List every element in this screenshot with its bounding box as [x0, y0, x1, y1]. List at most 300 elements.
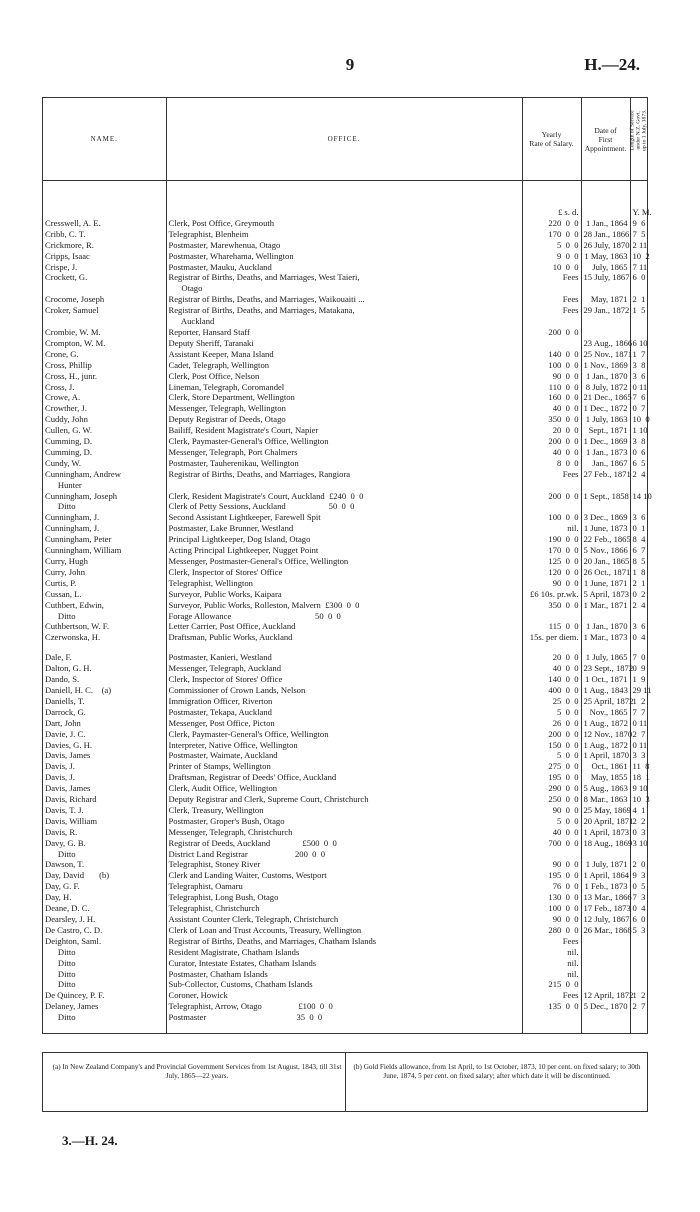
table-row [43, 272, 647, 283]
table-row [43, 729, 647, 740]
table-row [43, 501, 647, 512]
cell-length: 1 2 [632, 695, 646, 706]
cell-date: Sept., 1871 [581, 425, 630, 436]
cell-date: Jan., 1867 [581, 458, 630, 469]
cell-office: Messenger, Telegraph, Port Chalmers [166, 447, 522, 458]
table-row [43, 338, 647, 349]
footnote-b: (b) Gold Fields allowance, from 1st April, to 1st October, 1873, 10 per cent. on fixed salary; to 30th June, 1874, 5 per cent. on fixed salary; after which date it will be discontinued. [353, 1063, 641, 1080]
cell-office: Deputy Registrar of Deeds, Otago [166, 414, 522, 425]
cell-salary: 200 0 0 [522, 729, 581, 740]
cell-salary: Fees [522, 305, 581, 316]
cell-length: 0 3 [632, 826, 646, 837]
cell-office: Clerk, Paymaster-General's Office, Wellington [166, 436, 522, 447]
cell-date: 8 Mar., 1863 [581, 794, 630, 805]
cell-length: 0 11 [632, 717, 648, 728]
cell-office: Printer of Stamps, Wellington [166, 761, 522, 772]
cell-salary: 110 0 0 [522, 382, 581, 393]
cell-salary: 170 0 0 [522, 229, 581, 240]
units-row [43, 181, 647, 218]
cell-date: 1 Jan., 1870 [581, 371, 630, 382]
cell-salary: 40 0 0 [522, 447, 581, 458]
cell-date: May, 1871 [581, 294, 630, 305]
cell-date [581, 958, 630, 969]
footnote-a: (a) In New Zealand Company's and Provincial Government Services from 1st August, 1843, till 31st July, 1865—22 years. [52, 1063, 342, 1080]
table-row [43, 425, 647, 436]
cell-date: 1 May, 1863 [581, 251, 630, 262]
table-row [43, 1012, 647, 1023]
cell-length: 2 7 [632, 728, 646, 739]
cell-salary: 25 0 0 [522, 696, 581, 707]
table-row [43, 718, 647, 729]
cell-name: Cross, Phillip [43, 360, 166, 371]
table-row [43, 632, 647, 643]
cell-office: Messenger, Telegraph, Wellington [166, 403, 522, 414]
cell-office: Draftsman, Registrar of Deeds' Office, Auckland [166, 772, 522, 783]
cell-name: Davis, James [43, 750, 166, 761]
cell-office: Assistant Keeper, Mana Island [166, 349, 522, 360]
cell-office: Clerk, Paymaster-General's Office, Wellington [166, 729, 522, 740]
cell-date: 25 April, 1872 [581, 696, 630, 707]
cell-salary: 250 0 0 [522, 794, 581, 805]
cell-length: 8 4 [632, 534, 646, 545]
cell-salary: 20 0 0 [522, 425, 581, 436]
header-date: Date of First Appointment. [581, 98, 630, 181]
cell-salary: 15s. per diem. [522, 632, 581, 643]
cell-date: 20 Jan., 1865 [581, 556, 630, 567]
length-units: Y. M. [632, 207, 652, 217]
cell-salary: Fees [522, 936, 581, 947]
cell-date: 1 Dec., 1869 [581, 436, 630, 447]
table-row [43, 382, 647, 393]
cell-salary: 140 0 0 [522, 674, 581, 685]
cell-salary: 5 0 0 [522, 707, 581, 718]
cell-salary: 90 0 0 [522, 859, 581, 870]
cell-date: 1 Jan., 1873 [581, 447, 630, 458]
cell-date: 1 Jan., 1864 [581, 218, 630, 229]
cell-salary: 220 0 0 [522, 218, 581, 229]
cell-length: 9 3 [632, 870, 646, 881]
cell-salary [522, 283, 581, 294]
cell-name: Cresswell, A. E. [43, 218, 166, 229]
cell-length: 2 11 [632, 239, 648, 250]
cell-office: Postmaster, Groper's Bush, Otago [166, 816, 522, 827]
cell-length [630, 480, 647, 491]
cell-date: May, 1855 [581, 772, 630, 783]
cell-office: Letter Carrier, Post Office, Auckland [166, 621, 522, 632]
cell-name: Ditto [43, 611, 166, 622]
cell-length: 3 6 [632, 621, 646, 632]
cell-office: Clerk, Post Office, Nelson [166, 371, 522, 382]
cell-length: 2 7 [632, 1001, 646, 1012]
cell-length: 1 7 [632, 348, 646, 359]
cell-length: 6 0 [632, 914, 646, 924]
cell-name: Deane, D. C. [43, 903, 166, 914]
cell-salary: 40 0 0 [522, 403, 581, 414]
cell-salary: 215 0 0 [522, 979, 581, 990]
table-row [43, 740, 647, 751]
cell-office: Acting Principal Lightkeeper, Nugget Point [166, 545, 522, 556]
cell-length [630, 936, 647, 947]
cell-date [581, 947, 630, 958]
cell-length: 7 5 [632, 228, 646, 239]
cell-length [630, 979, 647, 990]
cell-length: 10 2 [632, 250, 650, 261]
page-number: 9 [345, 55, 355, 74]
cell-length: 11 8 [632, 761, 650, 772]
cell-date: 1 Feb., 1873 [581, 881, 630, 892]
cell-name: Davis, Richard [43, 794, 166, 805]
cell-length [630, 327, 647, 338]
cell-name: Cussan, L. [43, 589, 166, 600]
header-name: NAME. [43, 98, 166, 181]
cell-office: Clerk, Inspector of Stores' Office [166, 674, 522, 685]
cell-date: 1 July, 1865 [581, 652, 630, 663]
cell-name: Cullen, G. W. [43, 425, 166, 436]
cell-date: 15 July, 1867 [581, 272, 630, 283]
cell-date: 23 Aug., 1866 [581, 338, 630, 349]
cell-date: 1 Oct., 1871 [581, 674, 630, 685]
cell-length: 3 8 [632, 359, 646, 370]
cell-length: 1 8 [632, 566, 646, 577]
cell-salary: 26 0 0 [522, 718, 581, 729]
header-length: Length of Service under N.Z. Govt. up to 1 July, 1873. [630, 98, 647, 181]
cell-name: Darrock, G. [43, 707, 166, 718]
cell-date: 5 April, 1873 [581, 589, 630, 600]
cell-name: Davie, J. C. [43, 729, 166, 740]
table-row [43, 903, 647, 914]
cell-date: 1 Dec., 1872 [581, 403, 630, 414]
cell-date: 12 April, 1872 [581, 990, 630, 1001]
cell-date: 1 April, 1870 [581, 750, 630, 761]
cell-salary: 700 0 0 [522, 838, 581, 849]
cell-length [630, 947, 647, 958]
cell-length: 6 0 [632, 272, 646, 283]
cell-name: Cross, J. [43, 382, 166, 393]
cell-salary: Fees [522, 990, 581, 1001]
cell-name: Cuddy, John [43, 414, 166, 425]
cell-office: Forage Allowance 50 0 0 [166, 611, 522, 622]
cell-date: 1 Aug., 1872 [581, 740, 630, 751]
cell-name: Czerwonska, H. [43, 632, 166, 643]
cell-name: Ditto [43, 849, 166, 860]
cell-length: 0 11 [632, 381, 648, 392]
cell-length: 1 10 [632, 425, 648, 436]
cell-length: 9 6 [632, 217, 646, 228]
cell-length [630, 316, 647, 327]
cell-name [43, 316, 166, 327]
cell-name: Cunningham, William [43, 545, 166, 556]
table-row [43, 783, 647, 794]
cell-date: 29 Jan., 1872 [581, 305, 630, 316]
cell-office: Messenger, Telegraph, Auckland [166, 663, 522, 674]
cell-name: Dart, John [43, 718, 166, 729]
cell-office: Telegraphist, Arrow, Otago £100 0 0 [166, 1001, 522, 1012]
cell-date: 17 Feb., 1873 [581, 903, 630, 914]
cell-length: 0 4 [632, 903, 646, 914]
header-office: OFFICE. [166, 98, 522, 181]
cell-office: Clerk, Post Office, Greymouth [166, 218, 522, 229]
cell-office: Postmaster, Tauherenikau, Wellington [166, 458, 522, 469]
table-row [43, 305, 647, 316]
cell-salary: 195 0 0 [522, 870, 581, 881]
cell-date: 1 Jan., 1870 [581, 621, 630, 632]
table-row [43, 414, 647, 425]
cell-office: Lineman, Telegraph, Coromandel [166, 382, 522, 393]
staff-table [43, 98, 652, 1033]
cell-date: 1 Mar., 1871 [581, 600, 630, 611]
cell-date: 27 Feb., 1871 [581, 469, 630, 480]
cell-office: Messenger, Telegraph, Christchurch [166, 827, 522, 838]
cell-date: 18 Aug., 1869 [581, 838, 630, 849]
table-row [43, 251, 647, 262]
cell-salary: 200 0 0 [522, 327, 581, 338]
cell-length: 7 0 [632, 652, 646, 663]
cell-name: Davis, William [43, 816, 166, 827]
cell-name: Crowther, J. [43, 403, 166, 414]
cell-office: Telegraphist, Long Bush, Otago [166, 892, 522, 903]
table-row [43, 1001, 647, 1012]
table-row [43, 392, 647, 403]
cell-salary: nil. [522, 958, 581, 969]
salary-units: £ s. d. [522, 181, 581, 218]
cell-date: 21 Dec., 1865 [581, 392, 630, 403]
table-row [43, 750, 647, 761]
cell-office: Postmaster, Chatham Islands [166, 969, 522, 980]
table-row [43, 469, 647, 480]
table-row [43, 360, 647, 371]
table-row [43, 283, 647, 294]
cell-length: 0 9 [632, 663, 646, 674]
cell-length: 7 6 [632, 392, 646, 403]
table-row [43, 447, 647, 458]
cell-salary: £6 10s. pr.wk. [522, 589, 581, 600]
cell-salary: Fees [522, 469, 581, 480]
cell-name: Cuthbertson, W. F. [43, 621, 166, 632]
cell-office: Interpreter, Native Office, Wellington [166, 740, 522, 751]
cell-date [581, 936, 630, 947]
cell-office: Registrar of Births, Deaths, and Marriages, Rangiora [166, 469, 522, 480]
cell-salary [522, 316, 581, 327]
cell-name: Ditto [43, 979, 166, 990]
cell-date: 25 May, 1869 [581, 805, 630, 816]
cell-length: 6 10 [632, 337, 648, 348]
cell-name: Dawson, T. [43, 859, 166, 870]
cell-date: 1 Nov., 1869 [581, 360, 630, 371]
cell-office: Clerk, Store Department, Wellington [166, 392, 522, 403]
cell-name: Crispe, J. [43, 262, 166, 273]
cell-salary [522, 338, 581, 349]
cell-office: Postmaster, Tekapa, Auckland [166, 707, 522, 718]
cell-office: Reporter, Hansard Staff [166, 327, 522, 338]
cell-date: 1 April, 1864 [581, 870, 630, 881]
cell-length: 0 11 [632, 739, 648, 750]
cell-date: 12 July, 1867 [581, 914, 630, 925]
table-row [43, 772, 647, 783]
cell-date [581, 969, 630, 980]
table-row [43, 621, 647, 632]
footnote-divider [345, 1053, 346, 1111]
cell-name: Ditto [43, 969, 166, 980]
cell-office: Postmaster 35 0 0 [166, 1012, 522, 1023]
cell-length: 0 1 [632, 523, 646, 534]
table-row [43, 979, 647, 990]
cell-length: 2 0 [632, 859, 646, 870]
cell-name: Ditto [43, 1012, 166, 1023]
cell-office: District Land Registrar 200 0 0 [166, 849, 522, 860]
table-row [43, 947, 647, 958]
cell-office: Clerk, Treasury, Wellington [166, 805, 522, 816]
cell-length [630, 849, 647, 860]
table-row [43, 859, 647, 870]
cell-salary: 200 0 0 [522, 491, 581, 502]
cell-length: 10 0 [632, 414, 650, 425]
table-row [43, 600, 647, 611]
cell-date [581, 327, 630, 338]
cell-length: 2 1 [632, 294, 646, 305]
cell-salary: 40 0 0 [522, 663, 581, 674]
cell-date: 1 Sept., 1858 [581, 491, 630, 502]
table-row [43, 643, 647, 652]
cell-length: 0 5 [632, 881, 646, 892]
cell-salary: 20 0 0 [522, 652, 581, 663]
cell-length: 10 3 [632, 794, 650, 805]
cell-length: 6 7 [632, 545, 646, 556]
table-row [43, 794, 647, 805]
table-row [43, 316, 647, 327]
cell-salary: 350 0 0 [522, 600, 581, 611]
cell-name [43, 283, 166, 294]
cell-name: Cuthbert, Edwin, [43, 600, 166, 611]
cell-name: Cribb, C. T. [43, 229, 166, 240]
table-row [43, 480, 647, 491]
cell-length: 3 8 [632, 436, 646, 447]
cell-office: Deputy Sheriff, Taranaki [166, 338, 522, 349]
cell-office: Assistant Counter Clerk, Telegraph, Christchurch [166, 914, 522, 925]
cell-name: De Castro, C. D. [43, 925, 166, 936]
cell-office: Surveyor, Public Works, Rolleston, Malvern £300 0 0 [166, 600, 522, 611]
cell-length: 1 9 [632, 674, 646, 685]
cell-salary: 290 0 0 [522, 783, 581, 794]
cell-date [581, 611, 630, 622]
cell-name: Davy, G. B. [43, 838, 166, 849]
cell-office: Coroner, Howick [166, 990, 522, 1001]
table-row [43, 838, 647, 849]
table-row [43, 371, 647, 382]
cell-salary: 100 0 0 [522, 512, 581, 523]
cell-office: Messenger, Postmaster-General's Office, Wellington [166, 556, 522, 567]
table-row [43, 229, 647, 240]
cell-length: 3 10 [632, 837, 648, 848]
cell-length: 1 5 [632, 305, 646, 316]
cell-name: Day, H. [43, 892, 166, 903]
table-row [43, 567, 647, 578]
cell-office: Second Assistant Lightkeeper, Farewell Spit [166, 512, 522, 523]
footnotes-box [42, 1052, 648, 1112]
cell-salary: 90 0 0 [522, 805, 581, 816]
cell-salary: 190 0 0 [522, 534, 581, 545]
cell-name: Davis, R. [43, 827, 166, 838]
table-row [43, 827, 647, 838]
cell-name: Davis, James [43, 783, 166, 794]
cell-length: 14 10 [632, 490, 652, 501]
table-row [43, 925, 647, 936]
table-row [43, 436, 647, 447]
cell-date: 26 Oct., 1871 [581, 567, 630, 578]
cell-date [581, 316, 630, 327]
cell-name: Daniells, T. [43, 696, 166, 707]
cell-length: 7 7 [632, 706, 646, 717]
cell-office: Postmaster, Marewhenua, Otago [166, 240, 522, 251]
cell-name: Ditto [43, 501, 166, 512]
table-row [43, 611, 647, 622]
table-body [43, 181, 652, 1034]
cell-office: Registrar of Births, Deaths, and Marriages, Matakana, [166, 305, 522, 316]
cell-length: 3 6 [632, 370, 646, 381]
cell-salary: 160 0 0 [522, 392, 581, 403]
table-row [43, 805, 647, 816]
staff-table-frame [42, 97, 652, 1034]
cell-name: Ditto [43, 947, 166, 958]
cell-salary: 5 0 0 [522, 240, 581, 251]
cell-length: 2 1 [632, 577, 646, 588]
cell-name: Hunter [43, 480, 166, 491]
cell-salary: 100 0 0 [522, 903, 581, 914]
cell-name: Davis, J. [43, 772, 166, 783]
table-row [43, 523, 647, 534]
cell-date: 1 Aug., 1872 [581, 718, 630, 729]
cell-name: Curry, John [43, 567, 166, 578]
table-row [43, 761, 647, 772]
cell-name: Ditto [43, 958, 166, 969]
cell-office: Surveyor, Public Works, Kaipara [166, 589, 522, 600]
cell-date: 26 July, 1870 [581, 240, 630, 251]
cell-office: Resident Magistrate, Chatham Islands [166, 947, 522, 958]
cell-salary: 10 0 0 [522, 262, 581, 273]
cell-name: Delaney, James [43, 1001, 166, 1012]
cell-office: Telegraphist, Oamaru [166, 881, 522, 892]
cell-length: 9 10 [632, 783, 648, 794]
table-row [43, 349, 647, 360]
cell-date: 12 Nov., 1870 [581, 729, 630, 740]
cell-salary: nil. [522, 969, 581, 980]
cell-office [166, 480, 522, 491]
cell-length: 29 11 [632, 684, 652, 695]
table-row [43, 914, 647, 925]
cell-date: 1 Aug., 1843 [581, 685, 630, 696]
table-row [43, 881, 647, 892]
cell-salary: 130 0 0 [522, 892, 581, 903]
cell-name: Daniell, H. C. (a) [43, 685, 166, 696]
cell-name: Crockett, G. [43, 272, 166, 283]
cell-salary: 140 0 0 [522, 349, 581, 360]
table-row [43, 958, 647, 969]
cell-salary: 195 0 0 [522, 772, 581, 783]
cell-name: Cripps, Isaac [43, 251, 166, 262]
cell-office: Bailiff, Resident Magistrate's Court, Napier [166, 425, 522, 436]
cell-name: Cunningham, Peter [43, 534, 166, 545]
table-row [43, 969, 647, 980]
cell-salary: 350 0 0 [522, 414, 581, 425]
cell-salary: 90 0 0 [522, 578, 581, 589]
cell-office: Clerk and Landing Waiter, Customs, Westport [166, 870, 522, 881]
cell-office: Cadet, Telegraph, Wellington [166, 360, 522, 371]
cell-name: Cunningham, J. [43, 523, 166, 534]
cell-date [581, 979, 630, 990]
cell-name: Dalton, G. H. [43, 663, 166, 674]
cell-salary: 400 0 0 [522, 685, 581, 696]
table-row [43, 652, 647, 663]
cell-salary [522, 849, 581, 860]
